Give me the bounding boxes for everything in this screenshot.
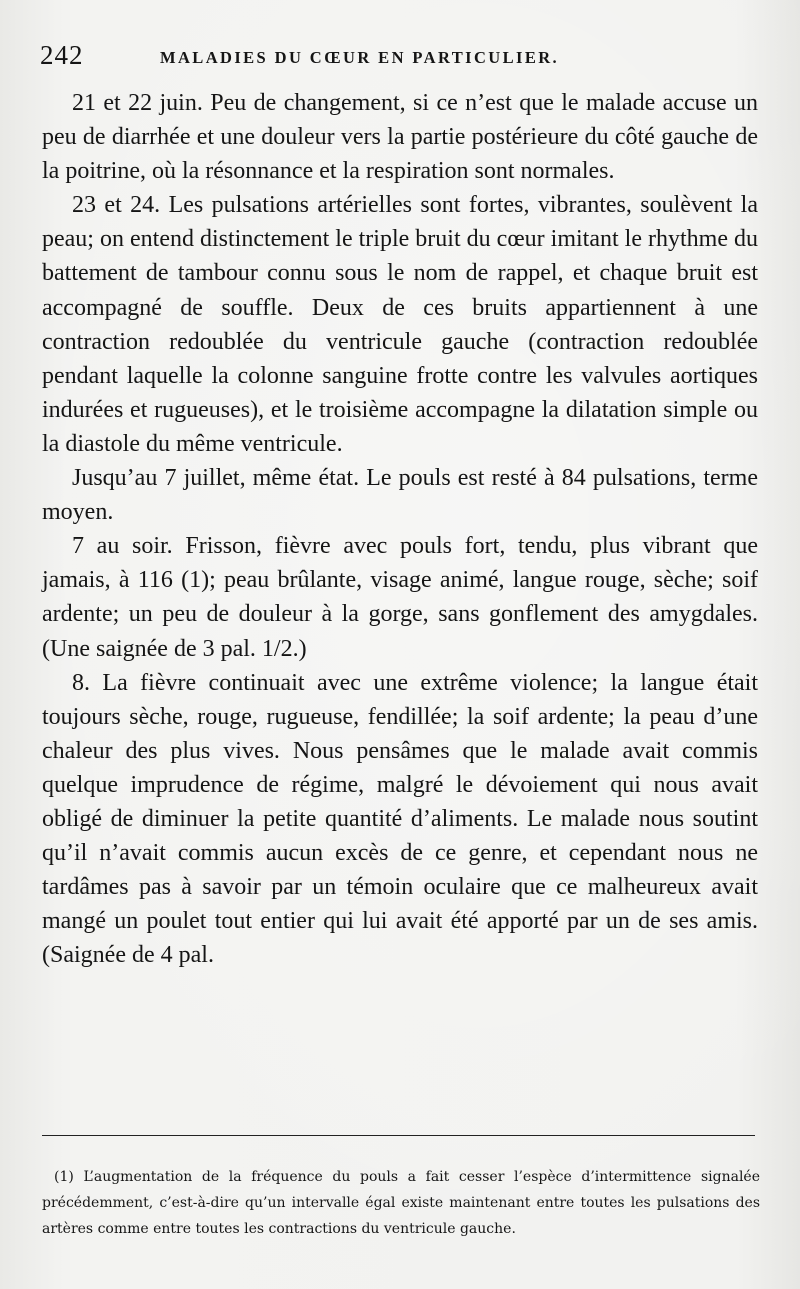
paragraph-june-23-24: 23 et 24. Les pulsations artérielles sont fortes, vibrantes, soulèvent la peau; on entend distinctement le triple bruit du cœur imitant le rhythme du battement de tambour connu sous le nom de rappel, et chaque bruit est accompagné de souffle. Deux de ces bruits appartiennent à une contraction redoublée du ventricule gauche (contraction redoublée pendant laquelle la colonne sanguine frotte contre les valvules aortiques indurées et rugueuses), et le troisième accompagne la dilatation simple ou la diastole du même ventricule.	[42, 192, 758, 457]
paragraph-july-7-evening: 7 au soir. Frisson, fièvre avec pouls fort, tendu, plus vibrant que jamais, à 116 (1); peau brûlante, visage animé, langue rouge, sèche; soif ardente; un peu de douleur à la gorge, sans gonflement des amygdales. (Une saignée de 3 pal. 1/2.)	[42, 533, 758, 662]
body-text	[42, 86, 758, 972]
footnote: (1) L’augmentation de la fréquence du pouls a fait cesser l’espèce d’intermittence signalée précédemment, c’est-à-dire qu’un intervalle égal existe maintenant entre toutes les pulsations des artères comme entre toutes les contractions du ventricule gauche.	[42, 1169, 760, 1238]
footnote-divider	[42, 1135, 755, 1136]
page-number: 242	[40, 40, 84, 70]
running-head: MALADIES DU CŒUR EN PARTICULIER.	[160, 48, 560, 67]
paragraph-july-8: 8. La fièvre continuait avec une extrême violence; la langue était toujours sèche, rouge, rugueuse, fendillée; la soif ardente; la peau d’une chaleur des plus vives. Nous pensâmes que le malade avait commis quelque imprudence de régime, malgré le dévoiement qui nous avait obligé de diminuer la petite quantité d’aliments. Le malade nous soutint qu’il n’avait commis aucun excès de ce genre, et cependant nous ne tardâmes pas à savoir par un témoin oculaire que ce malheureux avait mangé un poulet tout entier qui lui avait été apporté par un de ses amis. (Saignée de 4 pal.	[42, 669, 758, 969]
paragraph-until-july-7: Jusqu’au 7 juillet, même état. Le pouls est resté à 84 pulsations, terme moyen.	[42, 465, 758, 526]
page-header	[40, 40, 760, 70]
paragraph-june-21-22: 21 et 22 juin. Peu de changement, si ce n’est que le malade accuse un peu de diarrhée et une douleur vers la partie postérieure du côté gauche de la poitrine, où la résonnance et la respiration sont normales.	[42, 90, 758, 185]
